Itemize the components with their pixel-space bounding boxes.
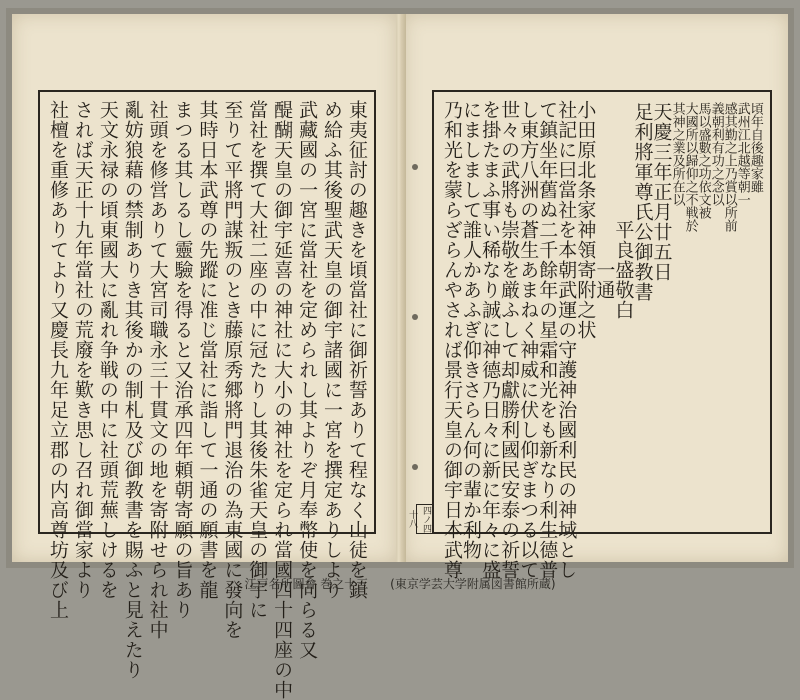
text-column: まつる其しるし靈驗を得ると又治承四年頼朝寄願の旨あり — [171, 100, 194, 620]
text-column: 亂妨狼藉の禁制ありき其後かの制札及び御教書を賜ふと見えたり — [121, 100, 144, 680]
text-column: 東夷征討の趣きを頃當社に御祈誓ありて程なく山徒を鎮 — [345, 100, 368, 600]
text-column: 世々の武將も崇敬を厳ふして却獻勝利國民安泰の祈誓 — [498, 100, 521, 580]
text-column: 社檀を重修ありてより又慶長九年足立郡の内高尊坊及び上 — [47, 100, 69, 620]
text-column: 天文永禄の頃東國大に亂れ争戦の中に社頭荒蕪しけるを — [96, 100, 119, 600]
text-column: 小田原北条家神領寄附之状 — [574, 100, 597, 340]
text-column: にましまして誰人かあふぎ仰きさらん何の輩か利物 — [460, 100, 483, 560]
text-column: 其時日本武尊の先蹤に准じ當社に詣して一通の願書を龍 — [196, 100, 219, 600]
caption-title: 江戸名所圖會 巻之十三 — [244, 577, 369, 591]
text-column: されば天正十九年當社の荒廢を歎き思し召れ御當家より — [71, 100, 94, 600]
text-column: 義朝利有功之念以 — [708, 102, 724, 206]
binding-hole — [412, 464, 418, 470]
signature: 平良盛敬白 — [612, 220, 635, 320]
text-column: 頃年自後趣家雖 — [747, 102, 763, 193]
text-column: 大國所以歸仰之不戦於 — [682, 102, 698, 232]
caption-credit: (東京学芸大学附属図書館所蔵) — [390, 577, 556, 591]
text-column: 足利將軍尊氏公御教書 — [631, 102, 654, 302]
right-page — [404, 14, 788, 580]
binding-hole — [412, 314, 418, 320]
text-column: 天慶三年正月廿五日 — [650, 102, 673, 282]
text-column: 社頭を修営ありて大宮司職永三十貫文の地を寄附せられ社中 — [146, 100, 169, 640]
text-column: 當社を撰て大社二座の中に冠たりし其後朱雀天皇の御宇に — [246, 100, 269, 620]
binding-hole — [412, 164, 418, 170]
text-column: て鎮坐年舊ぬ二千餘年の星霜和光をも新なり利生德普 — [536, 100, 559, 580]
text-column: 感其勤之上乃賞以所前 — [721, 102, 737, 232]
text-column: を掛たまふ事い稀なり誠に神德乃日々に新に年々に盛 — [479, 100, 502, 580]
image-caption — [0, 573, 800, 595]
text-column: 馬以盛數之功依文被 — [695, 102, 711, 219]
folio-number: 四ノ四十八 — [416, 504, 434, 534]
text-column: 其神之業及所在以 — [669, 102, 685, 206]
text-column: 武州江北越等朝一 — [734, 102, 750, 206]
text-column: 醍醐天皇の御宇延喜の神社に大小の神社を定られ當國四十四座の中 — [271, 100, 294, 700]
right-text-frame — [432, 90, 772, 580]
text-column: 乃和光を蒙らざらんやされば景行天皇の御宇日本武尊 — [441, 100, 463, 580]
text-column: 一通 — [593, 260, 616, 300]
text-column: め給ふ其後聖武天皇の御宇諸國に一宮を撰定ありしより — [320, 100, 343, 600]
text-column: 至りて平將門謀叛のとき藤原秀郷將門退治の為東國に發向を — [221, 100, 244, 640]
text-column: 武藏國の一宮に當社を定められし其よりぞ月奉幣使を向らる又 — [296, 100, 319, 660]
text-column: 社記に曰當社を本朝武運の守護神治國利民の神域とし — [555, 100, 578, 580]
text-column: し東方八洲の蒼生あまねく神威に伏し仰ぎまつる以て — [517, 100, 540, 580]
